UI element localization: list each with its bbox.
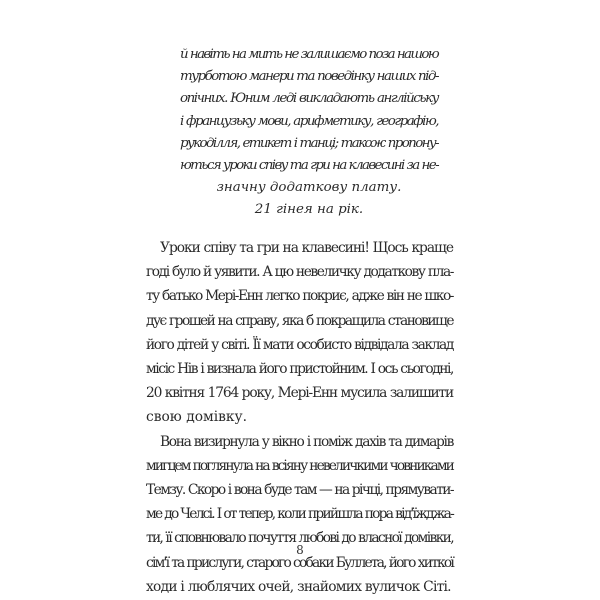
quote-line: рукоділля, етикет і танці; також пропону- <box>180 135 438 151</box>
paragraph-line: Уроки співу та гри на клавесині! Щось краще <box>160 240 453 256</box>
paragraph-line: мигцем поглянула на всіяну невеличкими човниками <box>146 457 453 474</box>
quote-line: опічних. Юним леді викладають англійську <box>180 91 438 107</box>
paragraph-line: ту батько Мері-Енн легко покриє, адже він не шко- <box>146 288 453 305</box>
paragraph-line: Вона визирнула у вікно і поміж дахів та димарів <box>160 433 453 450</box>
paragraph-line: дує грошей на справу, яка б покращила становище <box>146 312 453 329</box>
quote-price-line: 21 гінея на рік. <box>254 202 364 218</box>
paragraph-line: сім'ї та прислуги, старого собаки Буллета, його хиткої <box>146 554 453 571</box>
paragraph-line: годі було й уявити. А цю невеличку додаткову пла- <box>146 264 453 281</box>
paragraph-line: його дітей у світі. Її мати особисто відвідала заклад <box>146 336 453 353</box>
quote-line: ються уроки співу та гри на клавесині за не- <box>180 158 438 174</box>
paragraph-line: ти, її сповнювало почуття любові до власної домівки, <box>146 530 453 547</box>
quote-line: і французьку мови, арифметику, географію, <box>180 113 438 129</box>
paragraph-line: ходи і люблячих очей, знайомих вуличок Сіті. <box>146 578 451 595</box>
paragraph-line: 20 квітня 1764 року, Мері-Енн мусила залишити <box>146 385 453 402</box>
quote-line: значну додаткову плату. <box>216 180 402 196</box>
quote-line: турботою манери та поведінку наших під- <box>180 69 438 85</box>
page-number: 8 <box>296 543 304 557</box>
quote-line: й навіть на мить не залишаємо поза нашою <box>180 47 438 62</box>
italic-quote-block <box>180 44 438 222</box>
paragraph-line: свою домівку. <box>146 409 248 426</box>
paragraph-line: місіс Нів і визнала його пристойним. І ось сьогодні, <box>146 361 453 378</box>
paragraph-line: ме до Челсі. І от тепер, коли прийшла пора від'їжджа- <box>146 506 453 523</box>
paragraph-line: Темзу. Скоро і вона буде там — на річці, прямувати- <box>146 482 453 499</box>
